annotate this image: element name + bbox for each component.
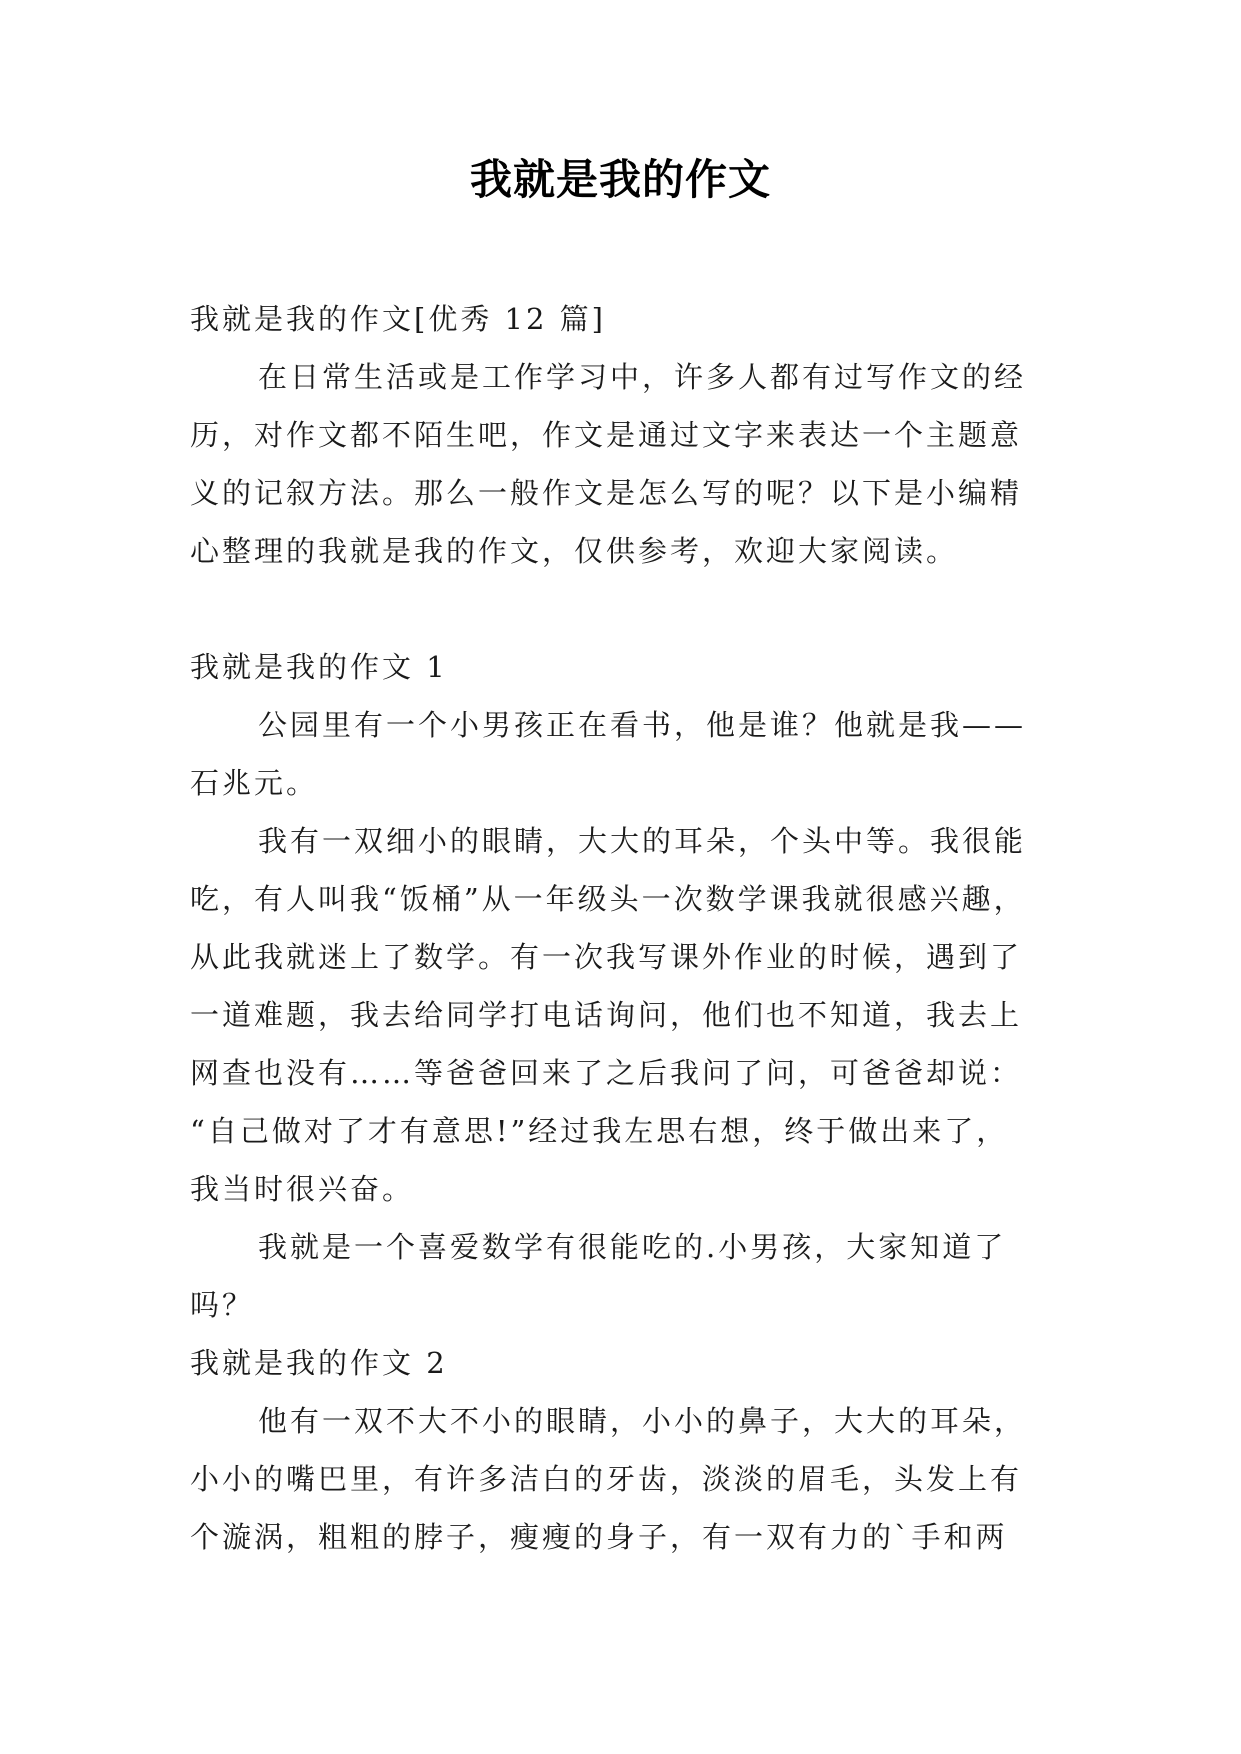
paragraph-line: 我就是一个喜爱数学有很能吃的.小男孩，大家知道了	[258, 1230, 1007, 1264]
blank-line	[190, 580, 1060, 638]
paragraph-line: 一道难题，我去给同学打电话询问，他们也不知道，我去上	[190, 998, 1023, 1032]
paragraph-line: 吗？	[190, 1288, 255, 1322]
paragraph-line: 他有一双不大不小的眼睛，小小的鼻子，大大的耳朵，	[258, 1404, 1027, 1438]
section-heading: 我就是我的作文 2	[190, 1346, 448, 1380]
paragraph-line: 个漩涡，粗粗的脖子，瘦瘦的身子，有一双有力的`手和两	[190, 1520, 1008, 1554]
section-heading: 我就是我的作文 1	[190, 650, 448, 684]
paragraph-line: “自己做对了才有意思!”经过我左思右想，终于做出来了，	[190, 1114, 1009, 1148]
paragraph-line: 在日常生活或是工作学习中，许多人都有过写作文的经	[258, 360, 1027, 394]
paragraph-line: 吃，有人叫我“饭桶”从一年级头一次数学课我就很感兴趣，	[190, 882, 1026, 916]
paragraph-line: 历，对作文都不陌生吧，作文是通过文字来表达一个主题意	[190, 418, 1023, 452]
paragraph-line: 我有一双细小的眼睛，大大的耳朵，个头中等。我很能	[258, 824, 1027, 858]
document-body	[190, 290, 1060, 1566]
section-heading: 我就是我的作文[优秀 12 篇]	[190, 302, 606, 336]
paragraph-line: 石兆元。	[190, 766, 319, 800]
paragraph-line: 公园里有一个小男孩正在看书，他是谁？他就是我——	[258, 708, 1027, 742]
paragraph-line: 网查也没有……等爸爸回来了之后我问了问，可爸爸却说：	[190, 1056, 1023, 1090]
paragraph-line: 心整理的我就是我的作文，仅供参考，欢迎大家阅读。	[190, 534, 959, 568]
paragraph-line: 小小的嘴巴里，有许多洁白的牙齿，淡淡的眉毛，头发上有	[190, 1462, 1023, 1496]
paragraph-line: 我当时很兴奋。	[190, 1172, 415, 1206]
page-title: 我就是我的作文	[469, 155, 771, 204]
paragraph-line: 从此我就迷上了数学。有一次我写课外作业的时候，遇到了	[190, 940, 1023, 974]
paragraph-line: 义的记叙方法。那么一般作文是怎么写的呢？以下是小编精	[190, 476, 1023, 510]
